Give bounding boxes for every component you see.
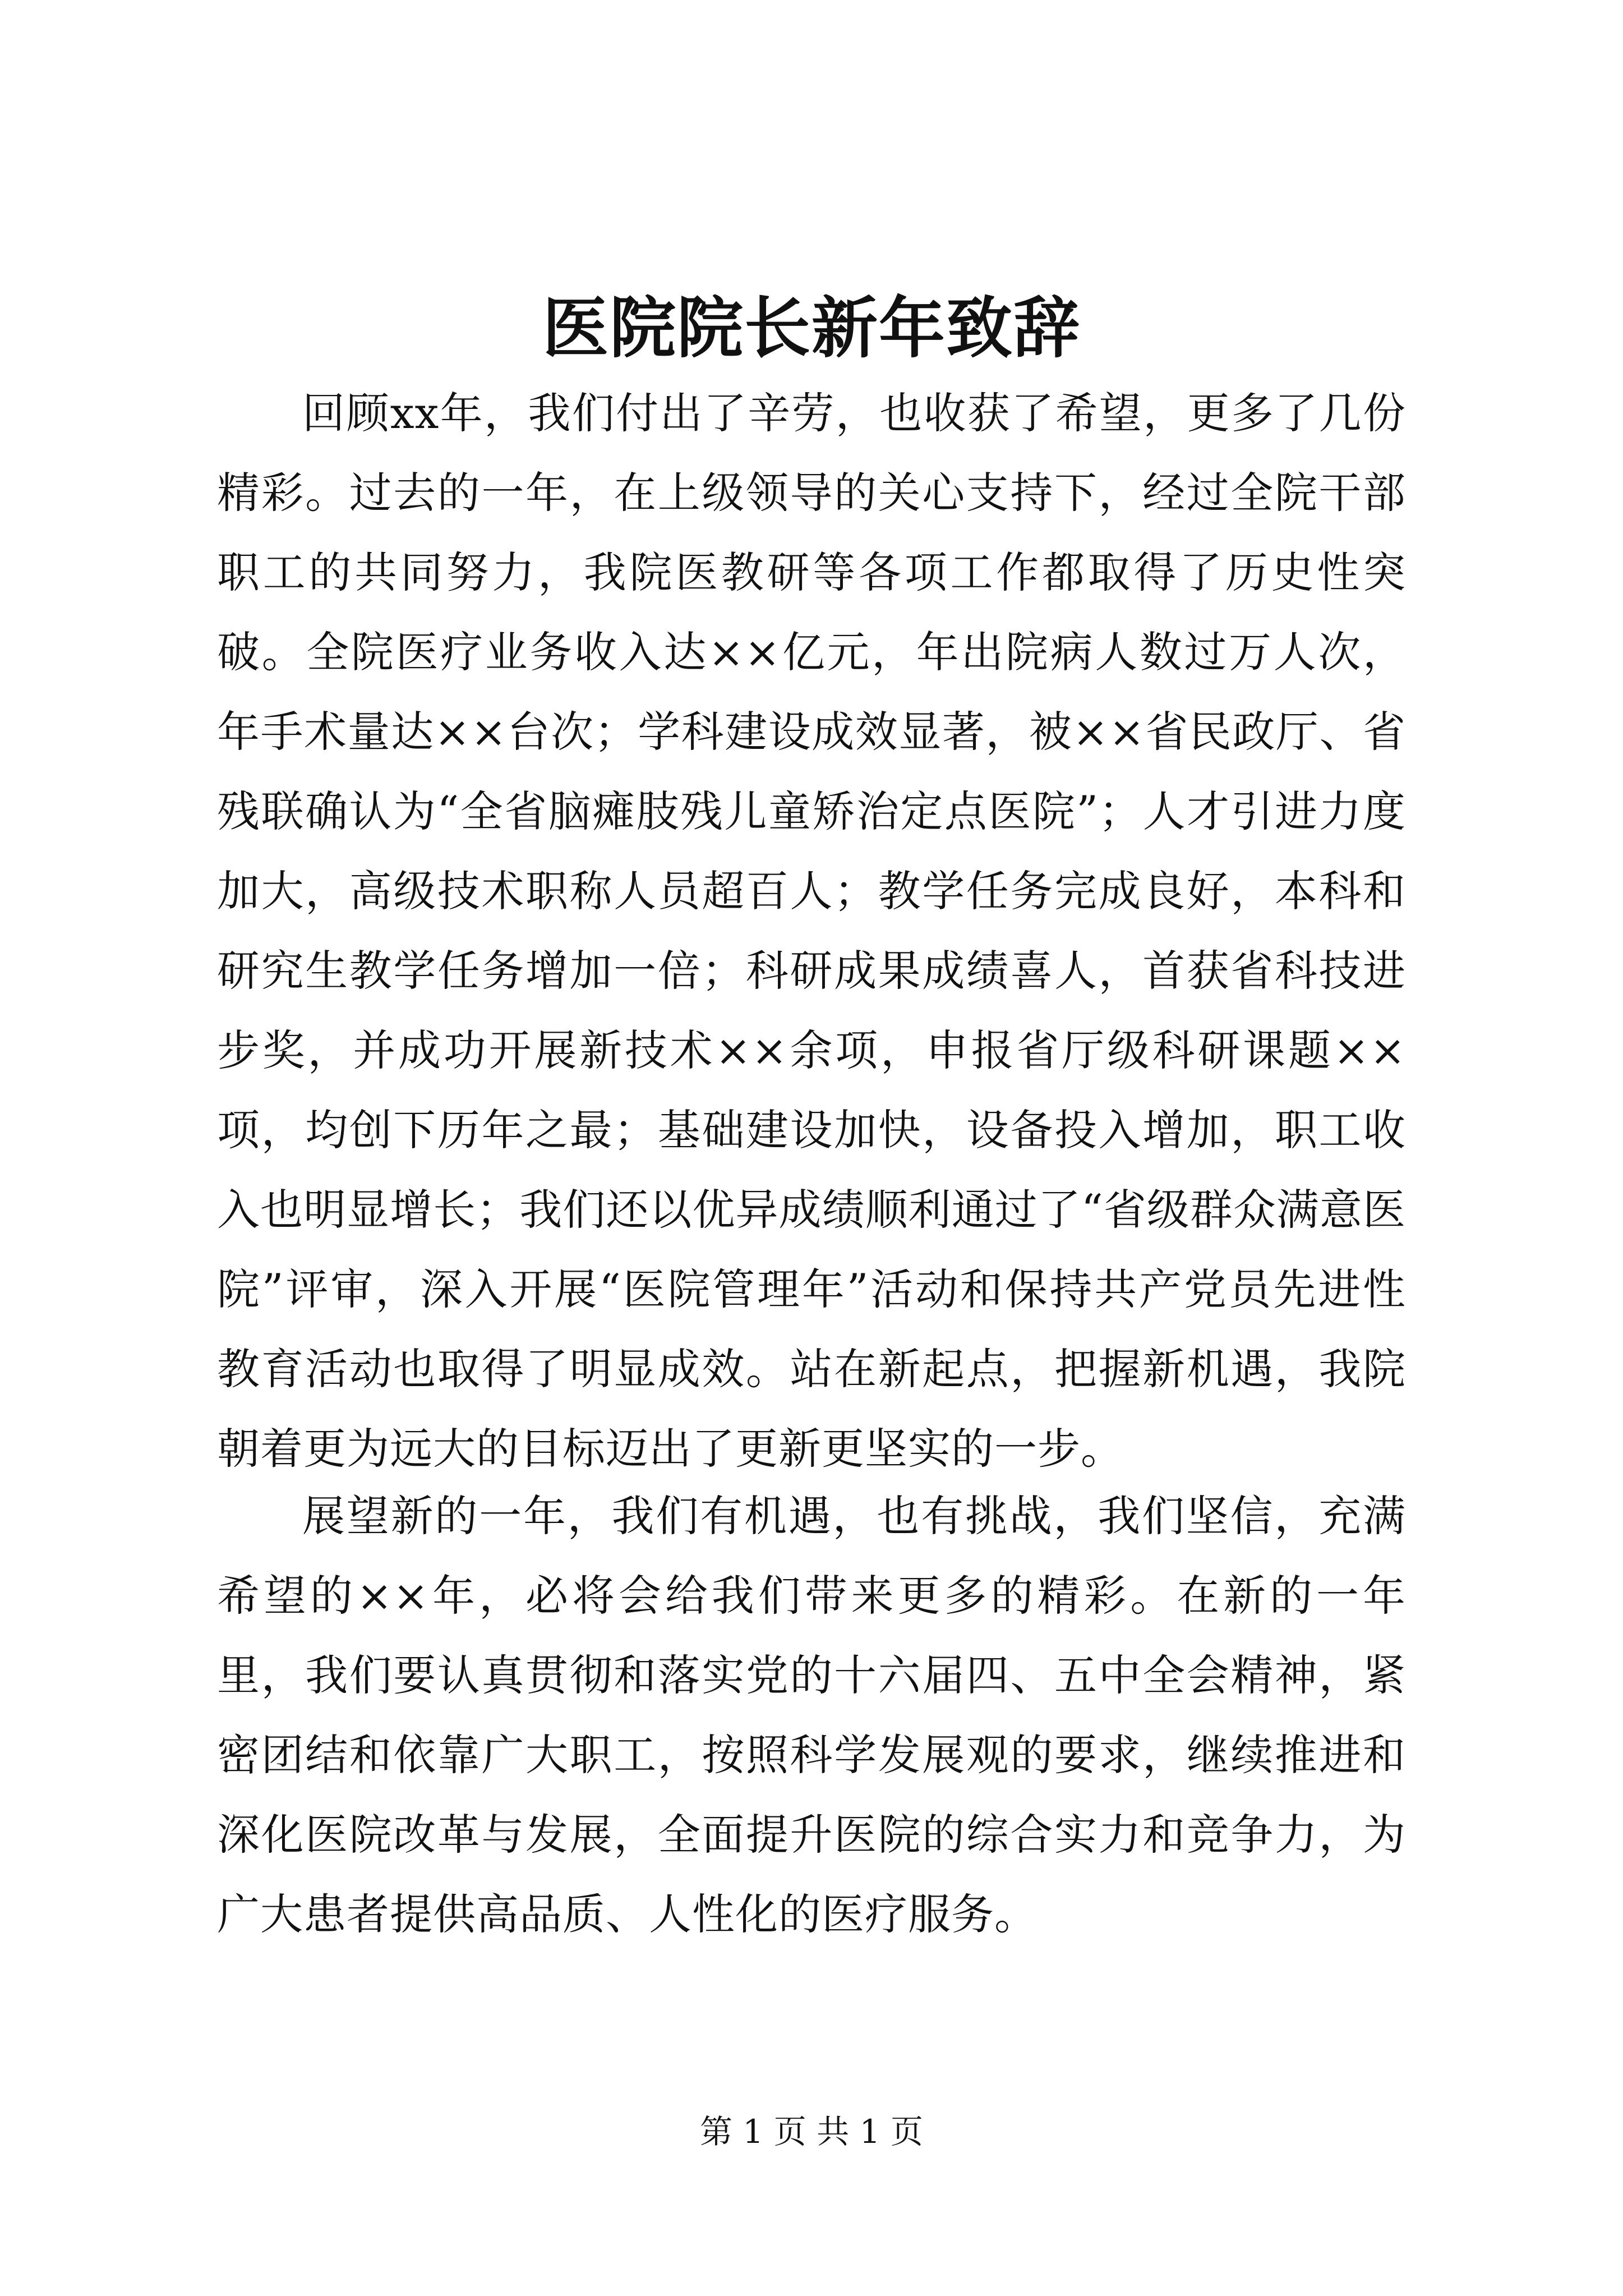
document-title: 医院院长新年致辞 [542, 289, 1081, 367]
page-footer: 第 1 页 共 1 页 [700, 2113, 923, 2151]
paragraph-review: 回顾xx年，我们付出了辛劳，也收获了希望，更多了几份精彩。过去的一年，在上级领导的关心支持下，经过全院干部职工的共同努力，我院医教研等各项工作都取得了历史性突破。全院医疗业务收入达××亿元，年出院病人数过万人次，年手术量达××台次；学科建设成效显著，被××省民政厅、省残联确认为“全省脑瘫肢残儿童矫治定点医院”；人才引进力度加大，高级技术职称人员超百人；教学任务完成良好，本科和研究生教学任务增加一倍；科研成果成绩喜人，首获省科技进步奖，并成功开展新技术××余项，申报省厅级科研课题××项，均创下历年之最；基础建设加快，设备投入增加，职工收入也明显增长；我们还以优异成绩顺利通过了“省级群众满意医院”评审，深入开展“医院管理年”活动和保持共产党员先进性教育活动也取得了明显成效。站在新起点，把握新机遇，我院朝着更为远大的目标迈出了更新更坚实的一步。 [217, 388, 1406, 1474]
paragraph-outlook: 展望新的一年，我们有机遇，也有挑战，我们坚信，充满希望的××年，必将会给我们带来更多的精彩。在新的一年里，我们要认真贯彻和落实党的十六届四、五中全会精神，紧密团结和依靠广大职工，按照科学发展观的要求，继续推进和深化医院改革与发展，全面提升医院的综合实力和竞争力，为广大患者提供高品质、人性化的医疗服务。 [217, 1491, 1406, 1939]
